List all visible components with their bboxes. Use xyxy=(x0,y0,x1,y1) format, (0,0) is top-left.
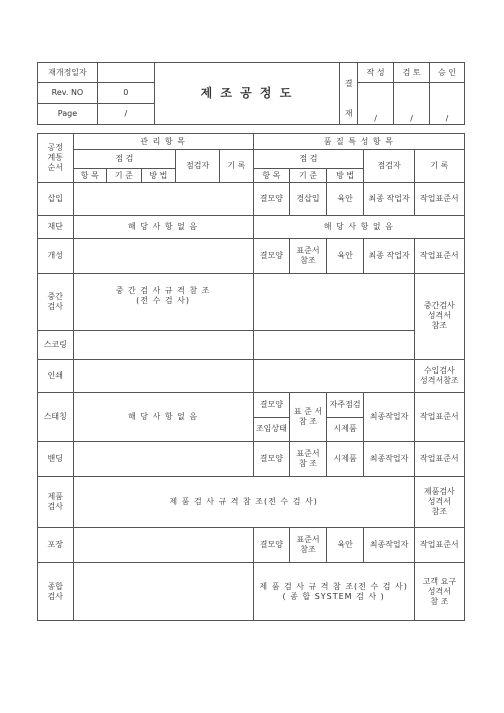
table-row xyxy=(38,216,465,239)
stitch-item-1: 결모양 xyxy=(253,392,290,417)
reissue-date-label: 재개정일자 xyxy=(38,63,98,83)
mid-record: 중간검사 성격서 참조 xyxy=(414,273,464,359)
table-row xyxy=(38,359,465,392)
page-label: Page xyxy=(38,104,98,125)
open-record: 작업표준서 xyxy=(414,238,464,273)
quality-inspection: 점 검 xyxy=(253,150,364,168)
row-label-product: 제품 검사 xyxy=(38,477,74,528)
cut-mgmt-note: 해 당 사 항 없 음 xyxy=(73,216,253,239)
open-method: 육안 xyxy=(326,238,364,273)
mgmt-inspection: 점 검 xyxy=(73,150,176,168)
approval-writer: 작 성 xyxy=(358,63,394,83)
glue-method: 시제품 xyxy=(326,442,364,477)
insert-item: 결모양 xyxy=(253,183,290,216)
row-label-cut: 재단 xyxy=(38,216,74,239)
row-label-insert: 삽입 xyxy=(38,183,74,216)
stitch-inspector: 최종작업자 xyxy=(364,392,414,441)
rev-no-label: Rev. NO xyxy=(38,83,98,104)
quality-header: 품 질 특 성 항 목 xyxy=(253,134,464,150)
insert-inspector: 최종 작업자 xyxy=(364,183,414,216)
pack-method: 육안 xyxy=(326,528,364,563)
stitch-standard: 표 준 서 참 조 xyxy=(290,392,327,441)
pack-inspector: 최종작업자 xyxy=(364,528,414,563)
insert-record: 작업표준서 xyxy=(414,183,464,216)
table-row xyxy=(38,238,465,273)
stitch-record: 작업표준서 xyxy=(414,392,464,441)
stitch-mgmt-note: 해 당 사 항 없 음 xyxy=(73,392,253,441)
open-item: 결모양 xyxy=(253,238,290,273)
glue-record: 작업표준서 xyxy=(414,442,464,477)
quality-record: 기 록 xyxy=(414,150,464,183)
approval-approver: 승 인 xyxy=(430,63,465,83)
quality-method: 방 법 xyxy=(326,168,364,182)
approval-label-1: 결 xyxy=(344,78,353,88)
approval-label xyxy=(340,63,358,125)
page-value: / xyxy=(97,104,154,125)
table-row xyxy=(38,273,465,331)
glue-inspector: 최종작업자 xyxy=(364,442,414,477)
table-row xyxy=(38,442,465,477)
mgmt-standard: 기 준 xyxy=(107,168,142,182)
quality-standard: 기 준 xyxy=(290,168,327,182)
reissue-date-value xyxy=(97,63,154,83)
stitch-method-1: 자주점검 xyxy=(326,392,364,417)
table-row xyxy=(38,392,465,417)
glue-standard: 표준서 참 조 xyxy=(290,442,327,477)
row-label-scoring: 스코링 xyxy=(38,331,74,360)
approval-date-reviewer: / xyxy=(394,83,430,125)
row-label-print: 인쇄 xyxy=(38,359,74,392)
approval-date-writer: / xyxy=(358,83,394,125)
open-inspector: 최종 작업자 xyxy=(364,238,414,273)
stitch-item-2: 조임상태 xyxy=(253,417,290,442)
mgmt-inspector: 점검자 xyxy=(176,150,220,183)
glue-item: 결모양 xyxy=(253,442,290,477)
table-row xyxy=(38,183,465,216)
row-label-pack: 포장 xyxy=(38,528,74,563)
cut-quality-note: 해 당 사 항 없 음 xyxy=(253,216,464,239)
mid-mgmt-note: 중 간 검 사 규 격 참 조 (전 수 검 사) xyxy=(73,273,253,331)
document-title: 제 조 공 정 도 xyxy=(154,63,340,125)
approval-label-2: 재 xyxy=(344,108,353,118)
stitch-method-2: 시제품 xyxy=(326,417,364,442)
pack-standard: 표준서 참조 xyxy=(290,528,327,563)
product-note: 제 품 검 사 규 격 참 조(전 수 검 사) xyxy=(73,477,414,528)
product-record: 제품검사 성격서 참조 xyxy=(414,477,464,528)
open-standard: 표준서 참조 xyxy=(290,238,327,273)
table-row xyxy=(38,528,465,563)
pack-item: 결모양 xyxy=(253,528,290,563)
quality-item: 항 목 xyxy=(253,168,290,182)
insert-standard: 경삽입 xyxy=(290,183,327,216)
row-label-glue: 밴딩 xyxy=(38,442,74,477)
step-header: 공정 계통 순서 xyxy=(38,134,74,183)
row-label-mid: 중간 검사 xyxy=(38,273,74,331)
approval-date-approver: / xyxy=(430,83,465,125)
row-label-final: 종합 검사 xyxy=(38,563,74,621)
table-row xyxy=(38,563,465,621)
document-header xyxy=(37,62,465,125)
print-record: 수입검사 성격서참조 xyxy=(414,359,464,392)
mgmt-item: 항 목 xyxy=(73,168,106,182)
row-label-open: 개성 xyxy=(38,238,74,273)
rev-no-value: 0 xyxy=(97,83,154,104)
approval-reviewer: 검 토 xyxy=(394,63,430,83)
pack-record: 작업표준서 xyxy=(414,528,464,563)
process-table xyxy=(37,133,465,621)
insert-method: 육안 xyxy=(326,183,364,216)
mgmt-record: 기 록 xyxy=(220,150,254,183)
mgmt-header: 관 리 항 목 xyxy=(73,134,253,150)
final-note: 제 품 검 사 규 격 참 조(전 수 검 사) ( 종 합 SYSTEM 검 사 ) xyxy=(253,563,414,621)
quality-inspector: 점검자 xyxy=(364,150,414,183)
final-record: 고객 요구 성격서 참 조 xyxy=(414,563,464,621)
table-row xyxy=(38,477,465,528)
table-row xyxy=(38,331,465,360)
row-label-stitch: 스태칭 xyxy=(38,392,74,441)
mgmt-method: 방 법 xyxy=(141,168,176,182)
